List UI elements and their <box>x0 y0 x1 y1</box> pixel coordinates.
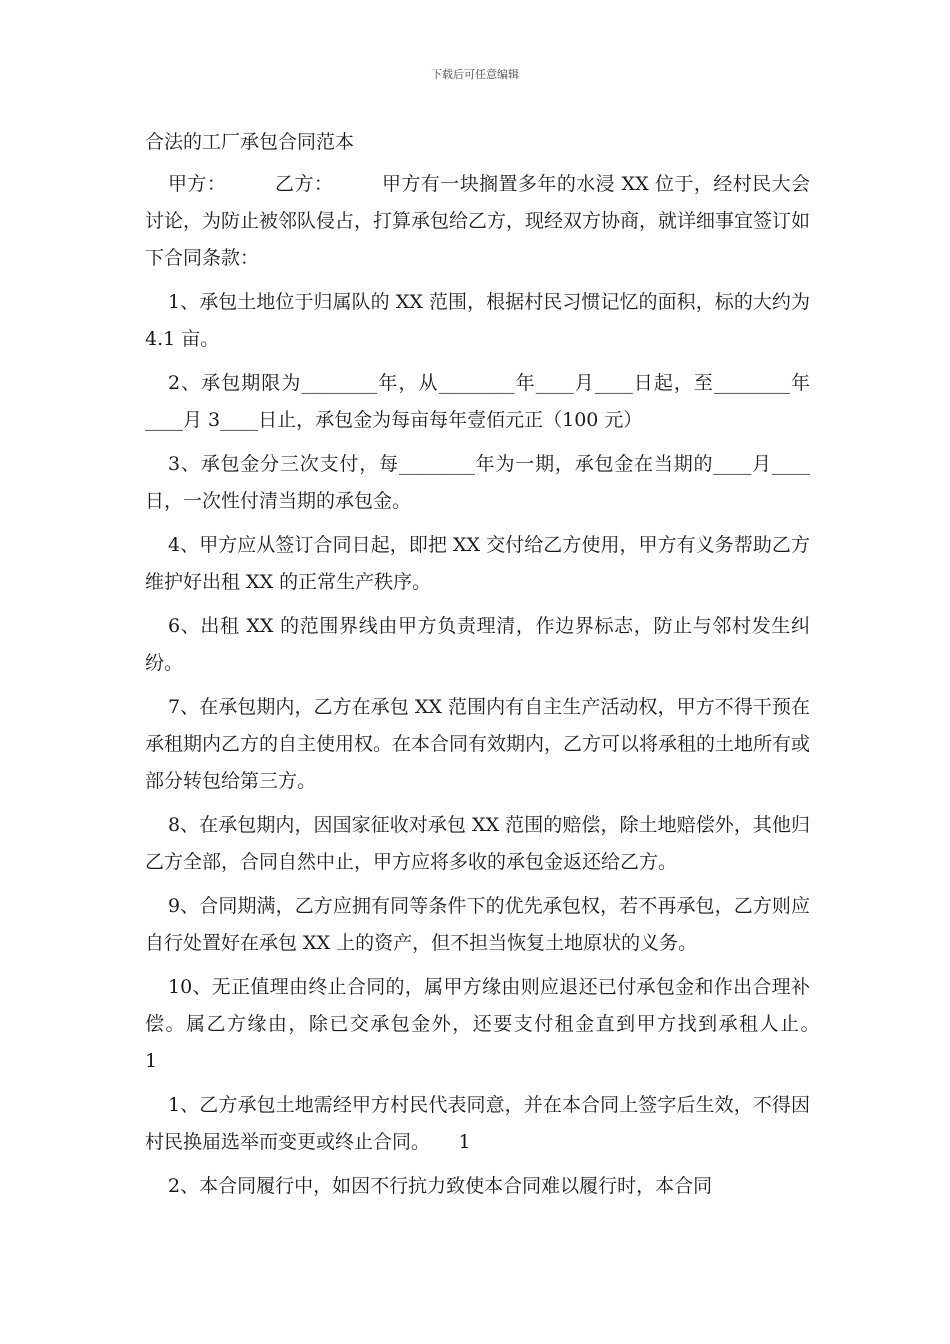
document-body <box>145 124 849 1212</box>
paragraph-intro: 甲方： 乙方： 甲方有一块搁置多年的水浸 XX 位于，经村民大会讨论，为防止被邻队侵占，打算承包给乙方，现经双方协商，就详细事宜签订如下合同条款： <box>145 173 811 269</box>
clause-8: 8、在承包期内，因国家征收对承包 XX 范围的赔偿，除土地赔偿外，其他归乙方全部，合同自然中止，甲方应将多收的承包金返还给乙方。 <box>145 814 810 873</box>
clause-1: 1、承包土地位于归属队的 XX 范围，根据村民习惯记忆的面积，标的大约为 4.1 亩。 <box>145 291 810 350</box>
clause-2: 2、承包期限为________年，从________年____月____日起，至________年____月 3____日止，承包金为每亩每年壹佰元正（100 元） <box>145 372 810 431</box>
clause-9: 9、合同期满，乙方应拥有同等条件下的优先承包权，若不再承包，乙方则应自行处置好在承包 XX 上的资产，但不担当恢复土地原状的义务。 <box>145 895 810 954</box>
clause-supplement-1: 1、乙方承包土地需经甲方村民代表同意，并在本合同上签字后生效，不得因村民换届选举而变更或终止合同。 1 <box>145 1094 810 1153</box>
document-title: 合法的工厂承包合同范本 <box>145 131 355 153</box>
clause-4: 4、甲方应从签订合同日起，即把 XX 交付给乙方使用，甲方有义务帮助乙方维护好出租 XX 的正常生产秩序。 <box>145 534 810 593</box>
clause-6: 6、出租 XX 的范围界线由甲方负责理清，作边界标志，防止与邻村发生纠纷。 <box>145 615 810 674</box>
clause-10: 10、无正值理由终止合同的，属甲方缘由则应退还已付承包金和作出合理补偿。属乙方缘由，除已交承包金外，还要支付租金直到甲方找到承租人止。 1 <box>145 976 849 1072</box>
page-header: 下载后可任意编辑 <box>431 68 519 81</box>
clause-3: 3、承包金分三次支付，每________年为一期，承包金在当期的____月____日，一次性付清当期的承包金。 <box>145 453 810 512</box>
clause-supplement-2: 2、本合同履行中，如因不行抗力致使本合同难以履行时，本合同 <box>168 1175 713 1197</box>
clause-7: 7、在承包期内，乙方在承包 XX 范围内有自主生产活动权，甲方不得干预在承租期内乙方的自主使用权。在本合同有效期内，乙方可以将承租的土地所有或部分转包给第三方。 <box>145 696 811 792</box>
